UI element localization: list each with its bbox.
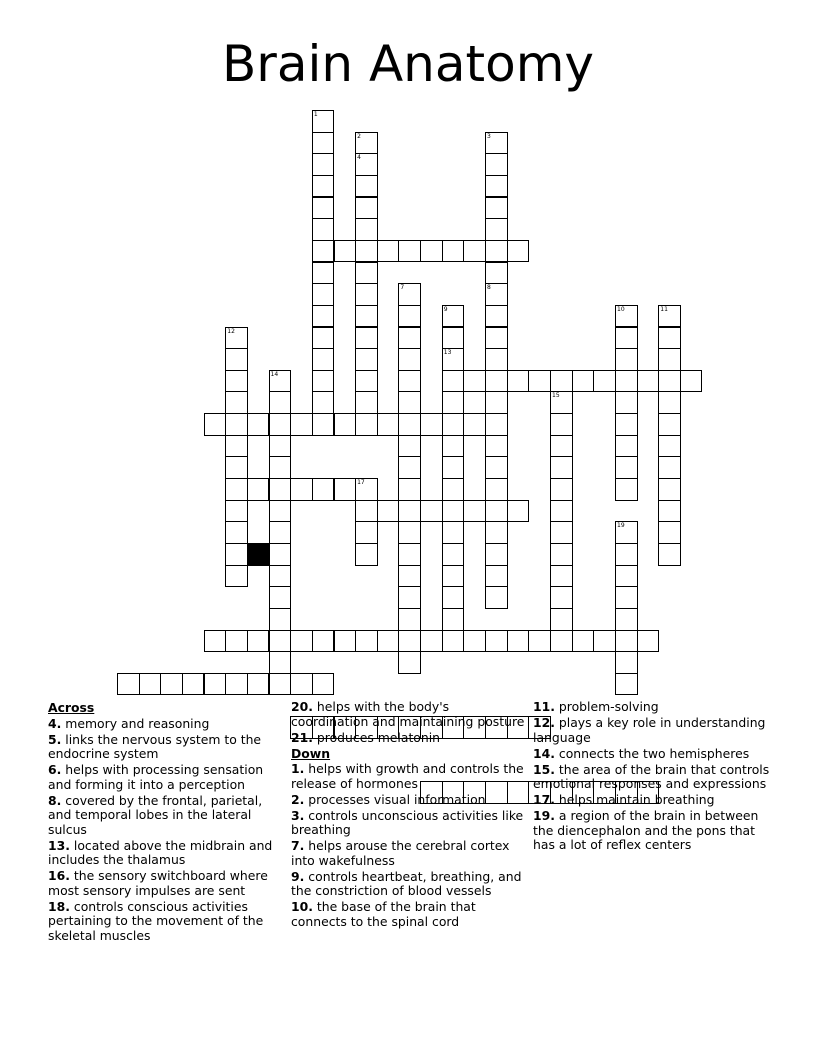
grid-cell[interactable] xyxy=(615,413,638,436)
grid-cell[interactable] xyxy=(269,543,292,566)
clue-down-11: 11. problem-solving xyxy=(533,699,659,714)
grid-cell[interactable] xyxy=(269,630,292,653)
grid-cell[interactable] xyxy=(398,500,421,523)
grid-cell[interactable] xyxy=(485,478,508,501)
grid-cell[interactable] xyxy=(398,521,421,544)
clue-across-18: 18. controls conscious activities pertaining to the movement of the skeletal muscles xyxy=(48,898,264,943)
grid-cell[interactable] xyxy=(463,240,486,263)
grid-cell[interactable] xyxy=(182,673,205,696)
grid-cell[interactable] xyxy=(225,478,248,501)
grid-cell[interactable] xyxy=(485,218,508,241)
grid-cell[interactable] xyxy=(247,478,270,501)
grid-cell-black xyxy=(247,543,270,566)
grid-cell[interactable] xyxy=(312,391,335,414)
grid-cell[interactable] xyxy=(550,456,573,479)
grid-cell[interactable] xyxy=(442,240,465,263)
grid-cell[interactable] xyxy=(225,456,248,479)
grid-cell[interactable] xyxy=(290,630,313,653)
grid-cell[interactable] xyxy=(658,543,681,566)
grid-cell[interactable] xyxy=(658,370,681,393)
grid-cell[interactable] xyxy=(398,348,421,371)
cell-number: 15 xyxy=(552,392,560,400)
grid-cell[interactable] xyxy=(550,391,573,414)
grid-cell[interactable] xyxy=(269,673,292,696)
clue-across-5: 5. links the nervous system to the endocrine system xyxy=(48,731,262,761)
grid-cell[interactable] xyxy=(312,110,335,133)
grid-cell[interactable] xyxy=(312,370,335,393)
grid-cell[interactable] xyxy=(420,240,443,263)
grid-cell[interactable] xyxy=(442,521,465,544)
puzzle-title: Brain Anatomy xyxy=(222,35,594,93)
grid-cell[interactable] xyxy=(225,413,248,436)
grid-cell[interactable] xyxy=(615,565,638,588)
grid-cell[interactable] xyxy=(658,500,681,523)
grid-cell[interactable] xyxy=(550,370,573,393)
cell-number: 11 xyxy=(660,305,668,313)
grid-cell[interactable] xyxy=(204,673,227,696)
grid-cell[interactable] xyxy=(463,370,486,393)
grid-cell[interactable] xyxy=(550,500,573,523)
grid-cell[interactable] xyxy=(507,500,530,523)
grid-cell[interactable] xyxy=(312,413,335,436)
grid-cell[interactable] xyxy=(615,327,638,350)
clue-down-2: 2. processes visual information xyxy=(291,791,486,807)
clue-across-16: 16. the sensory switchboard where most sensory impulses are sent xyxy=(48,868,268,898)
grid-cell[interactable] xyxy=(290,413,313,436)
grid-cell[interactable] xyxy=(550,608,573,631)
across-heading: Across xyxy=(48,700,95,715)
grid-cell[interactable] xyxy=(355,478,378,501)
grid-cell[interactable] xyxy=(269,413,292,436)
grid-cell[interactable] xyxy=(572,370,595,393)
grid-cell[interactable] xyxy=(355,500,378,523)
grid-cell[interactable] xyxy=(463,630,486,653)
grid-cell[interactable] xyxy=(485,391,508,414)
grid-cell[interactable] xyxy=(117,673,140,696)
grid-cell[interactable] xyxy=(442,305,465,328)
cell-number: 19 xyxy=(617,522,625,530)
grid-cell[interactable] xyxy=(398,608,421,631)
grid-cell[interactable] xyxy=(247,630,270,653)
grid-cell[interactable] xyxy=(225,565,248,588)
clue-down-19: 19. a region of the brain in between the diencephalon and the pons that has a lot of reflex centers xyxy=(533,808,759,852)
grid-cell[interactable] xyxy=(615,391,638,414)
grid-cell[interactable] xyxy=(355,153,378,176)
clue-down-1: 1. helps with growth and controls the release of hormones xyxy=(291,761,524,791)
grid-cell[interactable] xyxy=(398,327,421,350)
grid-cell[interactable] xyxy=(485,240,508,263)
down-heading: Down xyxy=(291,745,331,761)
clue-across-20: 20. helps with the body's coordination and maintaining posture xyxy=(291,699,525,729)
grid-cell[interactable] xyxy=(398,413,421,436)
grid-cell[interactable] xyxy=(615,370,638,393)
clue-down-15: 15. the area of the brain that controls emotional responses and expressions xyxy=(533,761,770,791)
grid-cell[interactable] xyxy=(442,456,465,479)
grid-cell[interactable] xyxy=(485,521,508,544)
grid-cell[interactable] xyxy=(658,435,681,458)
clue-down-12: 12. plays a key role in understanding language xyxy=(533,715,766,745)
grid-cell[interactable] xyxy=(312,153,335,176)
grid-cell[interactable] xyxy=(312,327,335,350)
grid-cell[interactable] xyxy=(225,543,248,566)
cell-number: 1 xyxy=(313,111,318,118)
grid-cell[interactable] xyxy=(485,197,508,220)
clue-across-13: 13. located above the midbrain and includes the thalamus xyxy=(48,837,273,867)
grid-cell[interactable] xyxy=(312,630,335,653)
grid-cell[interactable] xyxy=(463,500,486,523)
grid-cell[interactable] xyxy=(658,305,681,328)
grid-cell[interactable] xyxy=(269,651,292,674)
grid-cell[interactable] xyxy=(442,391,465,414)
grid-cell[interactable] xyxy=(658,521,681,544)
grid-cell[interactable] xyxy=(420,500,443,523)
grid-cell[interactable] xyxy=(572,630,595,653)
grid-cell[interactable] xyxy=(355,175,378,198)
clue-down-7: 7. helps arouse the cerebral cortex into wakefulness xyxy=(291,838,510,868)
grid-cell[interactable] xyxy=(355,521,378,544)
grid-cell[interactable] xyxy=(398,456,421,479)
grid-cell[interactable] xyxy=(615,630,638,653)
grid-cell[interactable] xyxy=(485,327,508,350)
grid-cell[interactable] xyxy=(377,240,400,263)
grid-cell[interactable] xyxy=(658,391,681,414)
cell-number: 8 xyxy=(487,284,491,292)
grid-cell[interactable] xyxy=(528,630,551,653)
grid-cell[interactable] xyxy=(377,413,400,436)
grid-cell[interactable] xyxy=(615,673,638,696)
grid-cell[interactable] xyxy=(398,651,421,674)
grid-cell[interactable] xyxy=(269,370,292,393)
grid-cell[interactable] xyxy=(355,413,378,436)
clue-down-17: 17. helps maintain breathing xyxy=(533,792,715,807)
clue-down-10: 10. the base of the brain that connects to the spinal cord xyxy=(291,899,476,929)
grid-cell[interactable] xyxy=(615,348,638,371)
grid-cell[interactable] xyxy=(485,565,508,588)
grid-cell[interactable] xyxy=(398,565,421,588)
clue-across-4: 4. memory and reasoning xyxy=(48,715,210,731)
grid-cell[interactable] xyxy=(507,370,530,393)
grid-cell[interactable] xyxy=(312,262,335,285)
grid-cell[interactable] xyxy=(442,478,465,501)
grid-cell[interactable] xyxy=(204,630,227,653)
grid-cell[interactable] xyxy=(637,630,660,653)
grid-cell[interactable] xyxy=(507,630,530,653)
grid-cell[interactable] xyxy=(269,456,292,479)
grid-cell[interactable] xyxy=(463,413,486,436)
grid-cell[interactable] xyxy=(658,456,681,479)
grid-cell[interactable] xyxy=(485,543,508,566)
grid-cell[interactable] xyxy=(550,435,573,458)
grid-cell[interactable] xyxy=(355,262,378,285)
grid-cell[interactable] xyxy=(615,435,638,458)
cell-number: 2 xyxy=(357,132,361,140)
grid-cell[interactable] xyxy=(442,630,465,653)
grid-cell[interactable] xyxy=(615,608,638,631)
grid-cell[interactable] xyxy=(550,630,573,653)
grid-cell[interactable] xyxy=(398,478,421,501)
grid-cell[interactable] xyxy=(247,413,270,436)
cell-number: 10 xyxy=(617,305,625,313)
cell-number: 12 xyxy=(227,327,235,335)
grid-cell[interactable] xyxy=(658,327,681,350)
grid-cell[interactable] xyxy=(312,478,335,501)
grid-cell[interactable] xyxy=(355,370,378,393)
grid-cell[interactable] xyxy=(420,630,443,653)
grid-cell[interactable] xyxy=(312,305,335,328)
grid-cell[interactable] xyxy=(225,327,248,350)
grid-cell[interactable] xyxy=(398,305,421,328)
grid-cell[interactable] xyxy=(528,370,551,393)
grid-cell[interactable] xyxy=(398,586,421,609)
grid-cell[interactable] xyxy=(312,218,335,241)
grid-cell[interactable] xyxy=(398,543,421,566)
cell-number: 7 xyxy=(400,284,405,292)
grid-cell[interactable] xyxy=(398,283,421,306)
grid-cell[interactable] xyxy=(550,478,573,501)
clue-across-21: 21. produces melatonin xyxy=(291,729,441,745)
grid-cell[interactable] xyxy=(442,608,465,631)
grid-cell[interactable] xyxy=(398,391,421,414)
grid-cell[interactable] xyxy=(615,456,638,479)
grid-cell[interactable] xyxy=(658,348,681,371)
grid-cell[interactable] xyxy=(442,327,465,350)
grid-cell[interactable] xyxy=(269,521,292,544)
cell-number: 3 xyxy=(487,132,491,140)
grid-cell[interactable] xyxy=(442,586,465,609)
grid-cell[interactable] xyxy=(160,673,183,696)
grid-cell[interactable] xyxy=(593,370,616,393)
grid-cell[interactable] xyxy=(225,630,248,653)
cell-number: 14 xyxy=(270,370,279,378)
grid-cell[interactable] xyxy=(204,413,227,436)
grid-cell[interactable] xyxy=(442,370,465,393)
grid-cell[interactable] xyxy=(442,565,465,588)
grid-cell[interactable] xyxy=(290,478,313,501)
grid-cell[interactable] xyxy=(550,543,573,566)
grid-cell[interactable] xyxy=(442,500,465,523)
grid-cell[interactable] xyxy=(615,586,638,609)
grid-cell[interactable] xyxy=(355,240,378,263)
grid-cell[interactable] xyxy=(398,630,421,653)
grid-cell[interactable] xyxy=(485,370,508,393)
grid-cell[interactable] xyxy=(334,478,357,501)
grid-cell[interactable] xyxy=(355,391,378,414)
grid-cell[interactable] xyxy=(485,435,508,458)
grid-cell[interactable] xyxy=(485,413,508,436)
grid-cell[interactable] xyxy=(290,673,313,696)
grid-cell[interactable] xyxy=(355,305,378,328)
grid-cell[interactable] xyxy=(225,348,248,371)
grid-cell[interactable] xyxy=(269,391,292,414)
grid-cell[interactable] xyxy=(485,456,508,479)
clue-across-8: 8. covered by the frontal, parietal, and temporal lobes in the lateral sulcus xyxy=(48,792,263,837)
grid-cell[interactable] xyxy=(225,521,248,544)
grid-cell[interactable] xyxy=(377,630,400,653)
grid-cell[interactable] xyxy=(615,651,638,674)
clue-down-9: 9. controls heartbeat, breathing, and the constriction of blood vessels xyxy=(291,868,522,898)
grid-cell[interactable] xyxy=(355,327,378,350)
grid-cell[interactable] xyxy=(615,478,638,501)
grid-cell[interactable] xyxy=(225,435,248,458)
grid-cell[interactable] xyxy=(225,391,248,414)
grid-cell[interactable] xyxy=(442,413,465,436)
grid-cell[interactable] xyxy=(680,370,703,393)
grid-cell[interactable] xyxy=(485,348,508,371)
clue-down-3: 3. controls unconscious activities like breathing xyxy=(291,807,524,837)
grid-cell[interactable] xyxy=(550,565,573,588)
grid-cell[interactable] xyxy=(269,565,292,588)
grid-cell[interactable] xyxy=(312,197,335,220)
grid-cell[interactable] xyxy=(398,240,421,263)
grid-cell[interactable] xyxy=(312,348,335,371)
grid-cell[interactable] xyxy=(355,218,378,241)
grid-cell[interactable] xyxy=(355,543,378,566)
clue-column-1 xyxy=(48,700,280,945)
grid-cell[interactable] xyxy=(442,435,465,458)
grid-cell[interactable] xyxy=(334,413,357,436)
grid-cell[interactable] xyxy=(485,305,508,328)
grid-cell[interactable] xyxy=(269,608,292,631)
grid-cell[interactable] xyxy=(355,348,378,371)
grid-cell[interactable] xyxy=(225,370,248,393)
grid-cell[interactable] xyxy=(507,240,530,263)
grid-cell[interactable] xyxy=(139,673,162,696)
grid-cell[interactable] xyxy=(485,175,508,198)
grid-cell[interactable] xyxy=(485,132,508,155)
grid-cell[interactable] xyxy=(615,305,638,328)
grid-cell[interactable] xyxy=(485,283,508,306)
grid-cell[interactable] xyxy=(334,240,357,263)
cell-number: 9 xyxy=(443,305,448,313)
grid-cell[interactable] xyxy=(312,132,335,155)
grid-cell[interactable] xyxy=(225,500,248,523)
grid-cell[interactable] xyxy=(269,478,292,501)
clue-column-3 xyxy=(533,700,773,854)
grid-cell[interactable] xyxy=(550,586,573,609)
grid-cell[interactable] xyxy=(334,630,357,653)
grid-cell[interactable] xyxy=(637,370,660,393)
grid-cell[interactable] xyxy=(485,630,508,653)
grid-cell[interactable] xyxy=(312,175,335,198)
grid-cell[interactable] xyxy=(398,370,421,393)
grid-cell[interactable] xyxy=(550,521,573,544)
clue-across-6: 6. helps with processing sensation and forming it into a perception xyxy=(48,762,264,792)
grid-cell[interactable] xyxy=(355,283,378,306)
grid-cell[interactable] xyxy=(485,153,508,176)
grid-cell[interactable] xyxy=(550,413,573,436)
grid-cell[interactable] xyxy=(593,630,616,653)
grid-cell[interactable] xyxy=(485,586,508,609)
cell-number: 13 xyxy=(443,349,452,357)
grid-cell[interactable] xyxy=(312,240,335,263)
grid-cell[interactable] xyxy=(485,262,508,285)
grid-cell[interactable] xyxy=(377,500,400,523)
clue-down-14: 14. connects the two hemispheres xyxy=(533,745,750,761)
grid-cell[interactable] xyxy=(442,348,465,371)
grid-cell[interactable] xyxy=(420,413,443,436)
grid-cell[interactable] xyxy=(247,673,270,696)
grid-cell[interactable] xyxy=(442,543,465,566)
grid-cell[interactable] xyxy=(398,435,421,458)
grid-cell[interactable] xyxy=(485,500,508,523)
grid-cell[interactable] xyxy=(615,543,638,566)
grid-cell[interactable] xyxy=(658,413,681,436)
grid-cell[interactable] xyxy=(269,586,292,609)
grid-cell[interactable] xyxy=(658,478,681,501)
grid-cell[interactable] xyxy=(355,132,378,155)
grid-cell[interactable] xyxy=(355,630,378,653)
clue-column-2 xyxy=(291,700,526,931)
grid-cell[interactable] xyxy=(269,500,292,523)
grid-cell[interactable] xyxy=(355,197,378,220)
grid-cell[interactable] xyxy=(312,673,335,696)
cell-number: 4 xyxy=(357,154,361,162)
grid-cell[interactable] xyxy=(269,435,292,458)
grid-cell[interactable] xyxy=(225,673,248,696)
cell-number: 17 xyxy=(357,479,365,486)
grid-cell[interactable] xyxy=(312,283,335,306)
grid-cell[interactable] xyxy=(615,521,638,544)
